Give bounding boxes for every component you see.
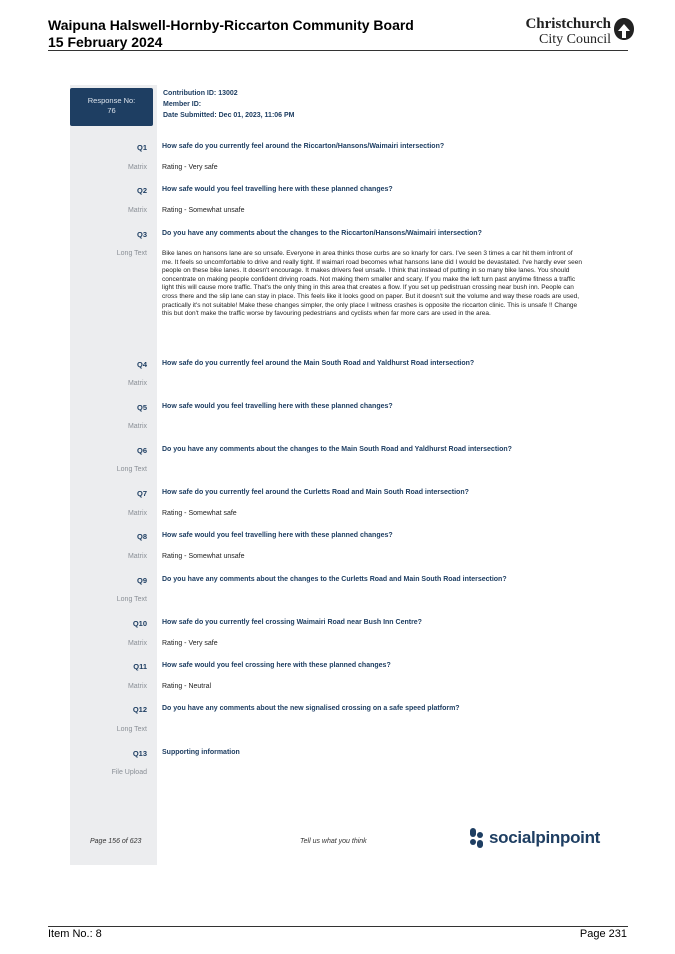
question-type: Long Text <box>116 596 147 603</box>
question-type: Matrix <box>127 164 147 171</box>
footer-rule <box>48 926 628 927</box>
question-text: How safe would you feel travelling here with these planned changes? <box>162 532 393 539</box>
report-tagline: Tell us what you think <box>300 838 367 845</box>
contribution-id: 13002 <box>218 90 238 97</box>
question-type: Long Text <box>116 250 147 257</box>
question-type: Matrix <box>127 553 147 560</box>
question-number: Q9 <box>136 576 147 585</box>
item-number: Item No.: 8 <box>48 928 102 940</box>
response-number: 76 <box>107 106 116 115</box>
answer-text: Rating - Neutral <box>162 683 212 690</box>
answer-text: Rating - Very safe <box>162 640 218 647</box>
question-text: How safe would you feel crossing here with these planned changes? <box>162 662 391 669</box>
response-number-box <box>70 88 153 126</box>
answer-text: Bike lanes on hansons lane are so unsafe. Everyone in area thinks those curbs are so knarly for cars. I've seen 3 times a car hit them infront of me. It feels so uncomfortable to drive and really tight. If waimari road becomes what hansons lane did I would be devastated. I've hardly ever seen people on these bike lanes. It doesn't encourage. It makes drivers feel unsafe. I think that instead of putting in so many bike lanes. You should concentrate on making people confident driving roads. Not making them smaller and scary. If you make the left turn past anytime fitness a traffic light this will cause more traffic. That's the only thing in this area that creates a flow. If you set up pedistruan crossing near bush inn. People can cross there and the slip lane can stay in place. This feels like it looks good on paper. But it doesn't suit the volume and way these roads are used, practically it's not suitable! Make these changes simpler, the only place I witness crashes is opposite the riccarton clinic. This is unsafe !! Change this but don't make the traffic worse by favouring pedestrians and cyclists when far more cars are used in the area. <box>162 250 582 318</box>
document-title <box>48 17 414 51</box>
response-label: Response No: <box>87 96 136 105</box>
socialpinpoint-logo <box>470 828 600 848</box>
answer-text: Rating - Very safe <box>162 164 218 171</box>
contribution-label: Contribution ID: <box>163 90 217 97</box>
question-text: Do you have any comments about the new signalised crossing on a safe speed platform? <box>162 705 460 712</box>
question-text: How safe do you currently feel around the Riccarton/Hansons/Waimairi intersection? <box>162 143 445 150</box>
answer-text: Rating - Somewhat unsafe <box>162 207 245 214</box>
answer-text: Rating - Somewhat safe <box>162 510 237 517</box>
question-number: Q5 <box>136 403 147 412</box>
header-rule <box>48 50 628 51</box>
question-type: Long Text <box>116 726 147 733</box>
question-text: How safe would you feel travelling here with these planned changes? <box>162 186 393 193</box>
question-number: Q1 <box>136 143 147 152</box>
question-number: Q2 <box>136 186 147 195</box>
question-text: Do you have any comments about the changes to the Curletts Road and Main South Road intersection? <box>162 576 507 583</box>
question-number: Q6 <box>136 446 147 455</box>
socialpinpoint-icon <box>470 828 484 848</box>
answer-text: Rating - Somewhat unsafe <box>162 553 245 560</box>
question-number: Q13 <box>132 749 147 758</box>
question-number: Q11 <box>133 662 147 671</box>
question-number: Q7 <box>136 489 147 498</box>
question-number: Q12 <box>132 705 147 714</box>
logo-line1: Christchurch <box>525 16 611 32</box>
question-type: Matrix <box>127 683 147 690</box>
question-text: Do you have any comments about the changes to the Riccarton/Hansons/Waimairi intersection? <box>162 230 482 237</box>
question-type: Matrix <box>127 423 147 430</box>
question-text: How safe do you currently feel around the Curletts Road and Main South Road intersection? <box>162 489 469 496</box>
question-text: How safe do you currently feel around the Main South Road and Yaldhurst Road intersection? <box>162 360 475 367</box>
question-text: Do you have any comments about the changes to the Main South Road and Yaldhurst Road intersection? <box>162 446 512 453</box>
label-column <box>70 85 157 865</box>
date-label: Date Submitted: <box>163 112 217 119</box>
response-meta <box>163 88 295 121</box>
question-type: Matrix <box>127 640 147 647</box>
date-submitted: Dec 01, 2023, 11:06 PM <box>218 112 295 119</box>
question-type: Matrix <box>127 510 147 517</box>
logo-line2: City Council <box>539 32 611 47</box>
member-label: Member ID: <box>163 101 202 108</box>
socialpinpoint-wordmark: socialpinpoint <box>489 828 601 847</box>
council-logo <box>525 17 611 47</box>
page-number: Page 231 <box>579 928 627 940</box>
question-type: Matrix <box>127 207 147 214</box>
question-number: Q8 <box>136 532 147 541</box>
question-number: Q4 <box>136 360 147 369</box>
question-type: File Upload <box>111 769 147 776</box>
question-number: Q10 <box>132 619 147 628</box>
question-type: Long Text <box>116 466 147 473</box>
board-name: Waipuna Halswell-Hornby-Riccarton Community Board <box>48 17 414 33</box>
question-type: Matrix <box>127 380 147 387</box>
report-page-number: Page 156 of 623 <box>90 838 142 845</box>
question-text: Supporting information <box>162 749 240 756</box>
council-emblem-icon <box>613 17 635 41</box>
meeting-date: 15 February 2024 <box>48 34 163 50</box>
question-number: Q3 <box>136 230 147 239</box>
question-text: How safe do you currently feel crossing Waimairi Road near Bush Inn Centre? <box>162 619 422 626</box>
question-text: How safe would you feel travelling here with these planned changes? <box>162 403 393 410</box>
